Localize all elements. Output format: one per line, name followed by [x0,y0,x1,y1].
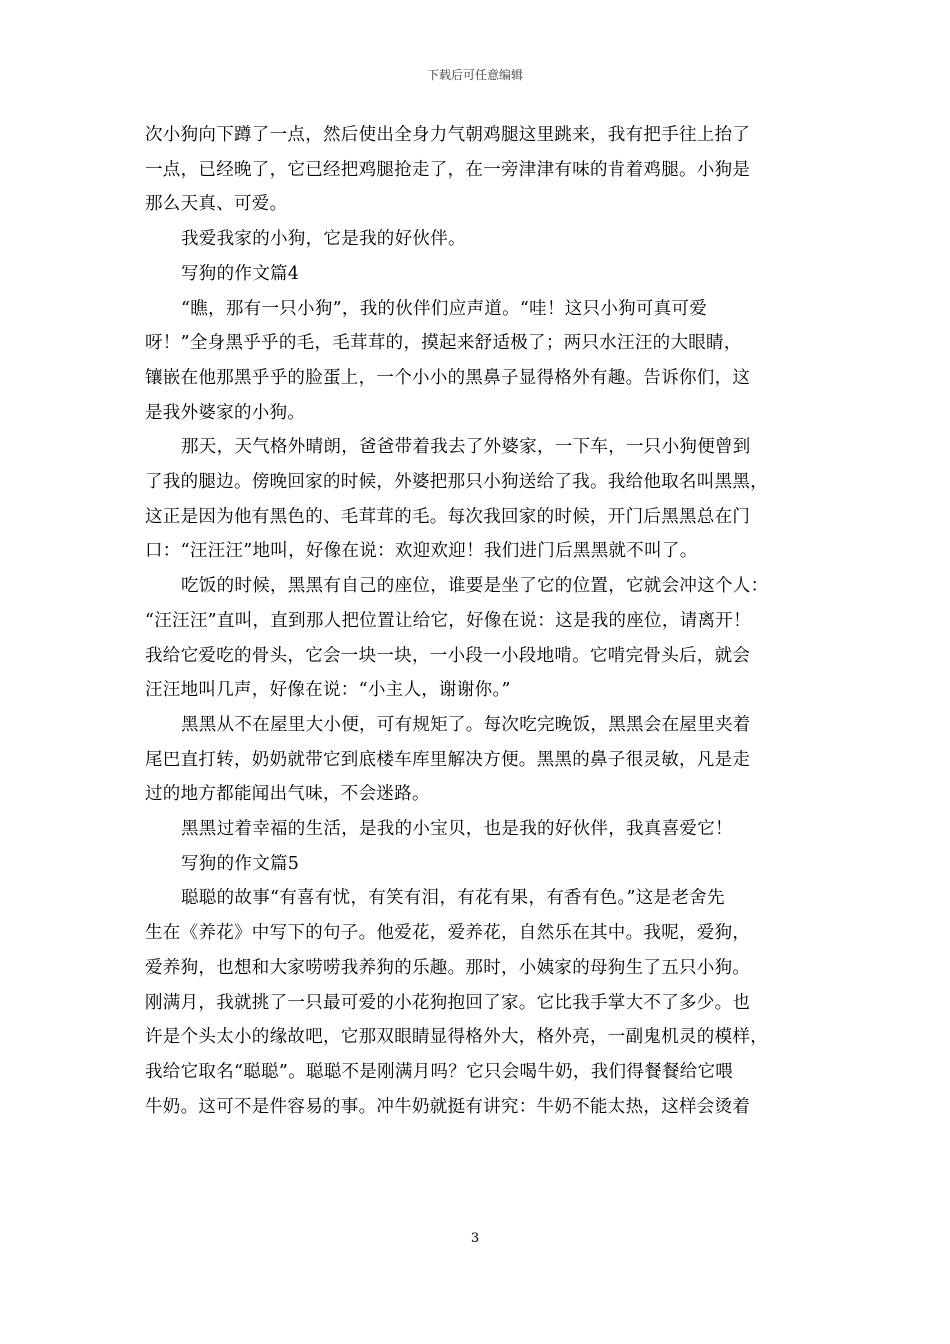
text-line: 那天，天气格外晴朗，爸爸带着我去了外婆家，一下车，一只小狗便曾到 [181,437,751,458]
text-line: 写狗的作文篇5 [181,853,300,874]
text-line: 汪汪地叫几声，好像在说：“小主人，谢谢你。” [145,680,511,701]
text-line: 刚满月，我就挑了一只最可爱的小花狗抱回了家。它比我手掌大不了多少。也 [145,992,751,1013]
text-line: 一点，已经晚了，它已经把鸡腿抢走了，在一旁津津有味的肯着鸡腿。小狗是 [145,159,751,180]
text-line: “瞧，那有一只小狗”，我的伙伴们应声道。“哇！这只小狗可真可爱 [181,298,708,319]
text-line: 了我的腿边。傍晚回家的时候，外婆把那只小狗送给了我。我给他取名叫黑黑， [145,472,768,493]
text-line: 写狗的作文篇4 [181,263,300,284]
text-line: 许是个头太小的缘故吧，它那双眼睛显得格外大，格外亮，一副鬼机灵的模样， [145,1027,768,1048]
text-line: 黑黑从不在屋里大小便，可有规矩了。每次吃完晚饭，黑黑会在屋里夹着 [181,714,751,735]
text-line: 爱养狗，也想和大家唠唠我养狗的乐趣。那时，小姨家的母狗生了五只小狗。 [145,957,751,978]
text-line: 尾巴直打转，奶奶就带它到底楼车库里解决方便。黑黑的鼻子很灵敏，凡是走 [145,749,751,770]
text-line: 次小狗向下蹲了一点，然后使出全身力气朝鸡腿这里跳来，我有把手往上抬了 [145,125,751,145]
text-line: 过的地方都能闻出气味，不会迷路。 [145,784,430,805]
text-line: “汪汪汪”直叫，直到那人把位置让给它，好像在说：这是我的座位，请离开！ [145,610,751,631]
text-line: 这正是因为他有黑色的、毛茸茸的毛。每次我回家的时候，开门后黑黑总在门 [145,506,751,527]
body-text [145,118,810,1124]
text-line: 那么天真、可爱。 [145,194,288,215]
page-number: 3 [470,1231,480,1246]
text-line: 生在《养花》中写下的句子。他爱花，爱养花，自然乐在其中。我呢，爱狗， [145,923,751,944]
text-line: 呀！”全身黑乎乎的毛，毛茸茸的，摸起来舒适极了；两只水汪汪的大眼睛， [145,333,742,354]
text-line: 聪聪的故事“有喜有忧，有笑有泪，有花有果，有香有色。”这是老舍先 [181,888,725,909]
text-line: 口：“汪汪汪”地叫，好像在说：欢迎欢迎！我们进门后黑黑就不叫了。 [145,541,698,562]
text-line: 我给它取名“聪聪”。聪聪不是刚满月吗？它只会喝牛奶，我们得餐餐给它喂 [145,1061,734,1082]
text-line: 黑黑过着幸福的生活，是我的小宝贝，也是我的好伙伴，我真喜爱它！ [181,819,733,840]
text-line: 牛奶。这可不是件容易的事。冲牛奶就挺有讲究：牛奶不能太热，这样会烫着 [145,1096,751,1117]
text-line: 镶嵌在他那黑乎乎的脸蛋上，一个小小的黑鼻子显得格外有趣。告诉你们，这 [145,367,751,388]
page-header: 下载后可任意编辑 [426,68,523,82]
text-line: 我给它爱吃的骨头，它会一块一块，一小段一小段地啃。它啃完骨头后，就会 [145,645,751,666]
text-line: 是我外婆家的小狗。 [145,402,306,423]
text-line: 吃饭的时候，黑黑有自己的座位，谁要是坐了它的位置，它就会冲这个人： [181,576,769,597]
text-line: 我爱我家的小狗，它是我的好伙伴。 [181,229,466,250]
